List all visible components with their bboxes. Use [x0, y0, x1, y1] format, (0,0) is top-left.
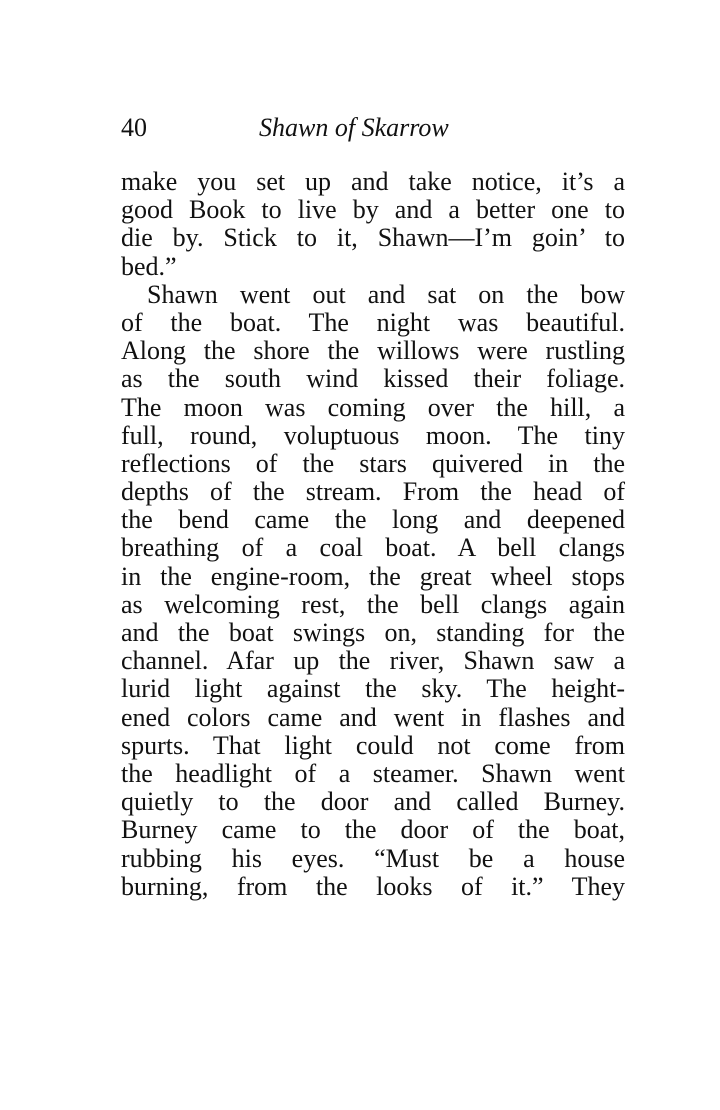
paragraph-2-line: spurts. That light could not come from — [121, 730, 625, 760]
body-text — [121, 168, 625, 901]
paragraph-2-line: quietly to the door and called Burney. — [121, 787, 625, 817]
paragraph-2-line: the bend came the long and deepened — [121, 505, 625, 535]
paragraph-2-line: in the engine-room, the great wheel stops — [121, 561, 625, 591]
paragraph-2-line: Along the shore the willows were rustling — [121, 336, 625, 366]
page-number: 40 — [121, 113, 147, 142]
paragraph-2-line: the headlight of a steamer. Shawn went — [121, 758, 625, 788]
paragraph-2-line: and the boat swings on, standing for the — [121, 618, 625, 647]
paragraph-1-line: good Book to live by and a better one to — [121, 195, 625, 225]
paragraph-2-line: reflections of the stars quivered in the — [121, 448, 625, 478]
paragraph-1-line: make you set up and take notice, it’s a — [121, 167, 625, 196]
paragraph-2-line: rubbing his eyes. “Must be a house — [121, 843, 625, 873]
paragraph-2-line: burning, from the looks of it.” They — [121, 871, 625, 901]
paragraph-2-line: depths of the stream. From the head of — [121, 477, 625, 507]
book-title: Shawn of Skarrow — [259, 113, 449, 142]
paragraph-2-line: as welcoming rest, the bell clangs again — [121, 589, 625, 619]
paragraph-2-line: channel. Afar up the river, Shawn saw a — [121, 646, 625, 676]
paragraph-1-line: die by. Stick to it, Shawn—I’m goin’ to — [121, 223, 625, 253]
paragraph-2-line: Burney came to the door of the boat, — [121, 815, 625, 845]
running-head — [121, 108, 625, 148]
paragraph-2-line: of the boat. The night was beautiful. — [121, 307, 625, 337]
paragraph-1-line: bed.” — [121, 251, 177, 281]
paragraph-2-line: as the south wind kissed their foliage. — [121, 364, 625, 394]
paragraph-2-line: ened colors came and went in flashes and — [121, 702, 625, 732]
paragraph-2-line: full, round, voluptuous moon. The tiny — [121, 420, 625, 450]
paragraph-2-line: lurid light against the sky. The height- — [121, 674, 625, 704]
paragraph-2-line: Shawn went out and sat on the bow — [147, 279, 625, 309]
paragraph-2-line: breathing of a coal boat. A bell clangs — [121, 533, 625, 563]
paragraph-2-line: The moon was coming over the hill, a — [121, 392, 625, 422]
